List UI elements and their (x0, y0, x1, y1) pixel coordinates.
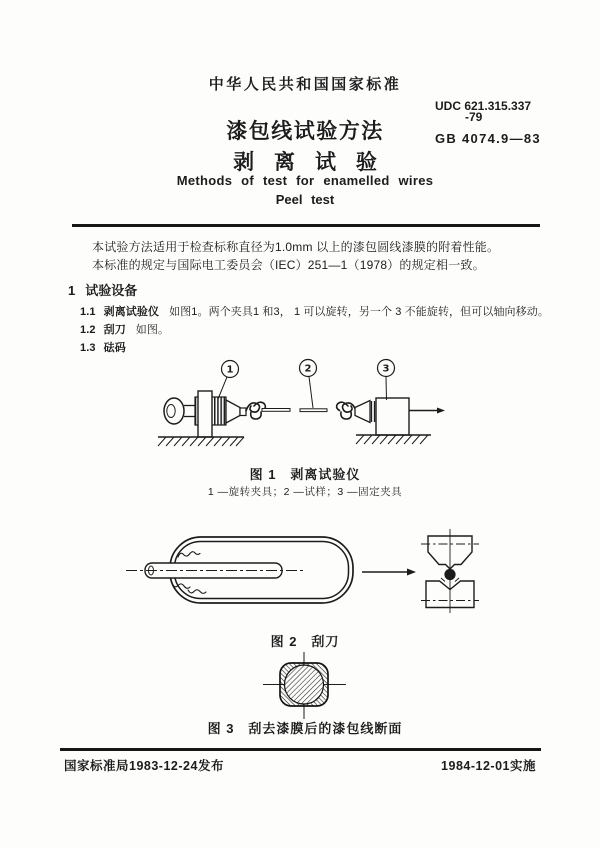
document-subtitle-en: Peel test (275, 192, 335, 207)
fig1-fixed-clamp (355, 398, 445, 435)
fig1-callout-1 (218, 361, 239, 400)
fig3-copper-core (285, 665, 324, 704)
clause-1-3-number: 1.3 (80, 342, 96, 354)
fig1-specimen-wire-left (262, 409, 290, 412)
fig1-callout-2 (300, 360, 317, 409)
figure-3-caption: 图 3 刮去漆膜后的漆包线断面 (207, 721, 403, 736)
clause-1-1-number: 1.1 (80, 306, 96, 318)
footer-divider-rule (60, 748, 541, 751)
fig1-callout-1-label: 1 (226, 364, 234, 376)
clause-1-2 (80, 321, 550, 337)
fig1-right-hook (337, 402, 356, 419)
udc-standard-block (435, 100, 541, 145)
clause-1-2-text: 如图。 (135, 324, 170, 336)
figure-3-wire-section-drawing (258, 650, 353, 722)
fig1-ground-left (158, 437, 244, 446)
fig1-rotating-clamp (164, 391, 246, 437)
section-1-number: 1 (68, 283, 76, 298)
clause-1-3-term: 砝码 (103, 342, 126, 354)
standard-number: GB 4074.9—83 (435, 131, 541, 146)
udc-code: UDC 621.315.337 (435, 99, 532, 113)
national-standard-header: 中华人民共和国国家标准 (208, 76, 402, 93)
document-subtitle-cn: 剥离试验 (233, 151, 397, 174)
figure-1-peel-tester-drawing (150, 357, 450, 452)
figure-2-scraper-drawing (120, 527, 490, 615)
figure-1-caption: 图 1 剥离试验仪 (249, 467, 361, 482)
clause-1-2-number: 1.2 (80, 324, 96, 336)
fig1-stand (198, 391, 212, 437)
clause-1-1 (80, 303, 550, 319)
footer-issued-date: 国家标准局1983-12-24发布 (64, 759, 224, 773)
fig1-callout-2-label: 2 (304, 363, 312, 375)
fig2-section-arrow (362, 569, 416, 576)
document-title-en: Methods of test for enamelled wires (176, 173, 434, 188)
udc-year: -79 (465, 110, 483, 124)
intro-paragraph-2: 本标准的规定与国际电工委员会（IEC）251—1（1978）的规定相一致。 (92, 258, 485, 272)
clause-1-1-term: 剥离试验仪 (103, 306, 160, 318)
footer (64, 756, 536, 774)
intro-paragraph-1: 本试验方法适用于检查标称直径为1.0mm 以上的漆包圆线漆膜的附着性能。 (92, 240, 500, 254)
fig1-right-chuck-cone (355, 401, 370, 423)
section-1-heading (68, 280, 137, 299)
header-divider-rule (72, 224, 540, 227)
fig1-callout-3 (378, 360, 395, 401)
section-1-title: 试验设备 (85, 283, 138, 298)
clause-1-1-text: 如图1。两个夹具1 和3， 1 可以旋转，另一个 3 不能旋转，但可以轴向移动。 (169, 306, 549, 318)
fig1-callout-3-label: 3 (382, 363, 390, 375)
figure-1-legend: 1 —旋转夹具；2 —试样；3 —固定夹具 (207, 486, 403, 498)
figure-2-caption: 图 2 刮刀 (270, 634, 340, 649)
clause-1-3 (80, 339, 550, 355)
document-title-cn: 漆包线试验方法 (226, 120, 384, 143)
fig1-specimen-wire-right (300, 409, 327, 412)
fig1-ground-right (356, 435, 431, 444)
footer-implemented-date: 1984-12-01实施 (441, 759, 536, 773)
fig1-fixed-block (376, 398, 409, 435)
fig2-cross-section (421, 529, 479, 613)
fig1-left-chuck-cone (226, 400, 240, 423)
clause-1-2-term: 刮刀 (103, 324, 126, 336)
